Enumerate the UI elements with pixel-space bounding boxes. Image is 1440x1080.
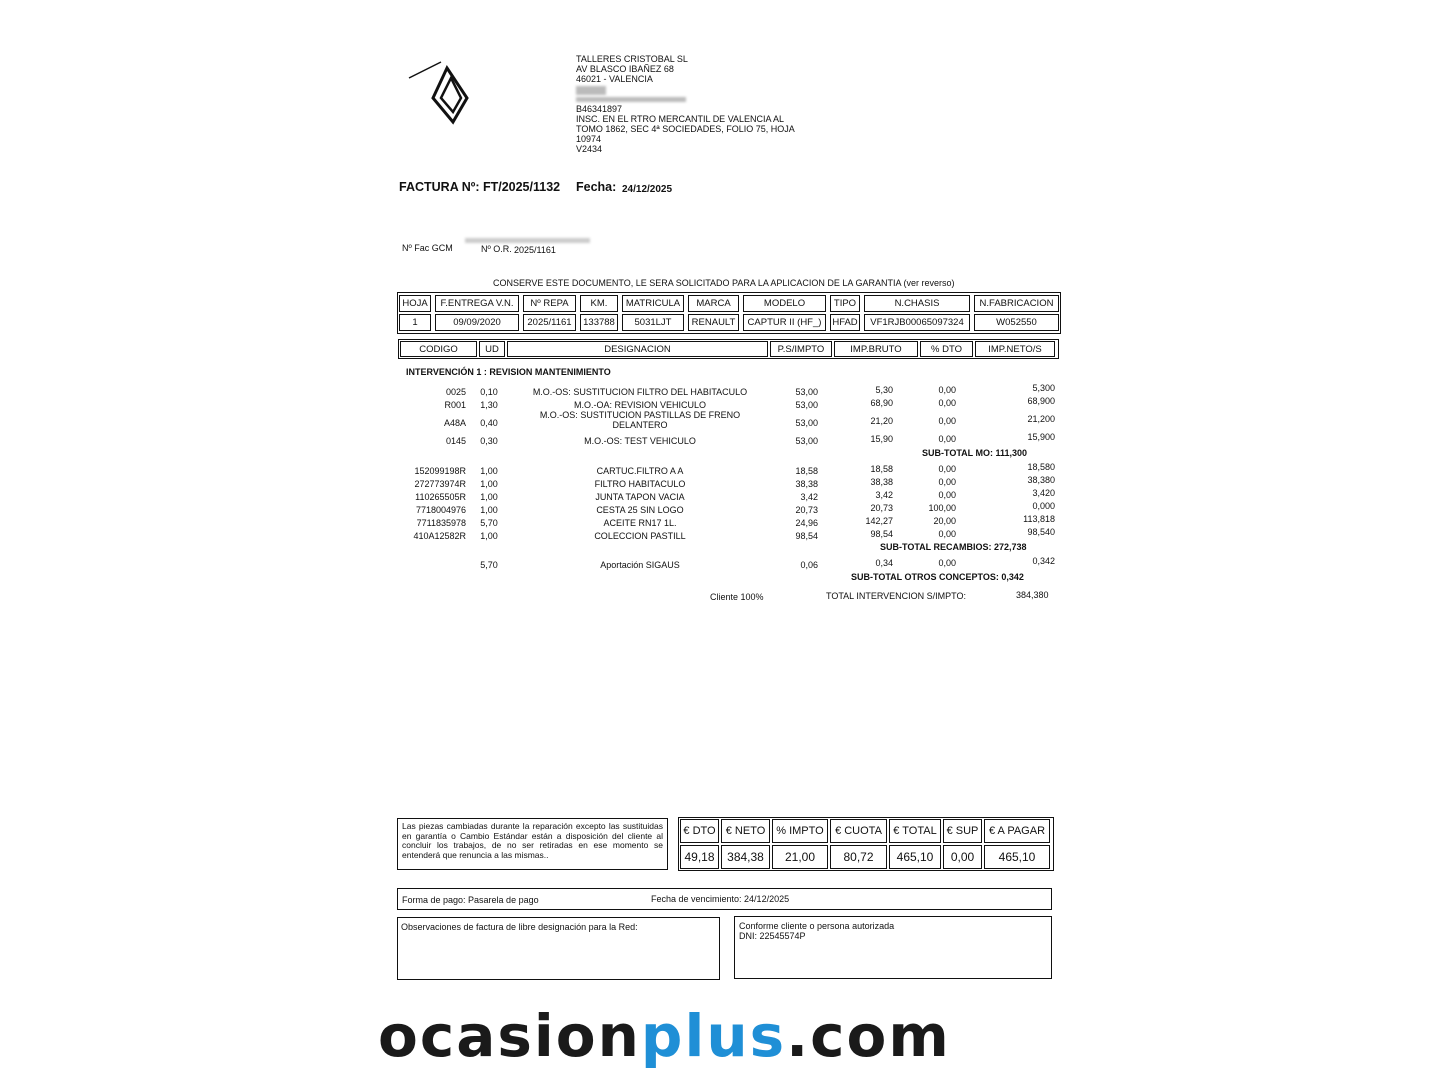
- totals-header-1: € NETO: [721, 819, 770, 843]
- parts-row-4-price: 24,96: [795, 518, 818, 528]
- observations-label: Observaciones de factura de libre designación para la Red:: [401, 922, 638, 932]
- parts-row-1-gross: 38,38: [870, 477, 893, 487]
- company-cif: B46341897: [576, 104, 623, 114]
- parts-row-0-price: 18,58: [795, 466, 818, 476]
- parts-row-4-desc: ACEITE RN17 1L.: [603, 518, 677, 528]
- parts-row-3-code: 7718004976: [415, 505, 466, 515]
- labor-row-3-price: 53,00: [795, 436, 818, 446]
- parts-row-4-code: 7711835978: [416, 518, 466, 528]
- parts-row-1-dto: 0,00: [938, 477, 956, 487]
- parts-row-1-desc: FILTRO HABITACULO: [594, 479, 686, 489]
- vehicle-header-7: TIPO: [830, 295, 860, 312]
- registry-3: 10974: [576, 134, 602, 144]
- parts-row-1-ud: 1,00: [480, 479, 498, 489]
- registry-2: TOMO 1862, SEC 4ª SOCIEDADES, FOLIO 75, HOJA: [576, 124, 795, 134]
- parts-row-2-net: 3,420: [1032, 488, 1055, 498]
- vehicle-value-9: W052550: [974, 314, 1059, 331]
- vehicle-value-0: 1: [399, 314, 431, 331]
- totals-value-6: 465,10: [984, 845, 1050, 869]
- labor-row-2-ud: 0,40: [480, 418, 498, 428]
- parts-row-5-ud: 1,00: [480, 531, 498, 541]
- totals-header-3: € CUOTA: [830, 819, 887, 843]
- parts-row-3-price: 20,73: [795, 505, 818, 515]
- invoice-date: 24/12/2025: [622, 184, 673, 195]
- intervention-title: INTERVENCIÓN 1 : REVISION MANTENIMIENTO: [406, 367, 611, 377]
- other-row-ud: 5,70: [480, 560, 498, 570]
- labor-row-2-gross: 21,20: [870, 416, 893, 426]
- redacted-gcm: [465, 238, 590, 243]
- totals-value-4: 465,10: [889, 845, 941, 869]
- totals-value-2: 21,00: [772, 845, 828, 869]
- watermark-plus: plus: [640, 1002, 787, 1070]
- totals-header-5: € SUP: [943, 819, 982, 843]
- totals-value-1: 384,38: [721, 845, 770, 869]
- parts-row-2-dto: 0,00: [938, 490, 956, 500]
- parts-row-5-gross: 98,54: [870, 529, 893, 539]
- parts-row-0-net: 18,580: [1027, 462, 1055, 472]
- vehicle-header-4: MATRICULA: [622, 295, 684, 312]
- labor-row-1-desc: M.O.-OA: REVISION VEHICULO: [573, 400, 707, 410]
- signature-label: Conforme cliente o persona autorizada: [739, 921, 895, 931]
- labor-row-3-code: 0145: [445, 436, 466, 446]
- fac-gcm-label: Nº Fac GCM: [402, 243, 453, 253]
- parts-row-1-code: 272773974R: [414, 479, 466, 489]
- parts-row-3-ud: 1,00: [480, 505, 498, 515]
- vehicle-header-0: HOJA: [399, 295, 431, 312]
- company-block: [576, 54, 816, 154]
- parts-row-4-gross: 142,27: [865, 516, 893, 526]
- vehicle-header-9: N.FABRICACION: [974, 295, 1059, 312]
- ocasionplus-watermark: [378, 1002, 951, 1070]
- vehicle-value-7: HFAD: [830, 314, 860, 331]
- totals-header-4: € TOTAL: [889, 819, 941, 843]
- items-header-3: P.S/IMPTO: [770, 341, 832, 357]
- vehicle-value-6: CAPTUR II (HF_): [743, 314, 826, 331]
- parts-row-2-gross: 3,42: [875, 490, 893, 500]
- parts-row-4-ud: 5,70: [480, 518, 498, 528]
- subtotal-other: SUB-TOTAL OTROS CONCEPTOS: 0,342: [851, 572, 1024, 582]
- totals-header-6: € A PAGAR: [984, 819, 1050, 843]
- company-city: 46021 - VALENCIA: [576, 74, 653, 84]
- invoice-date-label: Fecha:: [576, 180, 617, 194]
- vehicle-header-8: N.CHASIS: [864, 295, 970, 312]
- totals-value-3: 80,72: [830, 845, 887, 869]
- renault-logo: [405, 60, 475, 130]
- company-address: AV BLASCO IBAÑEZ 68: [576, 64, 674, 74]
- signature-dni: DNI: 22545574P: [739, 931, 806, 941]
- labor-row-3-desc: M.O.-OS: TEST VEHICULO: [584, 436, 696, 446]
- labor-row-3-gross: 15,90: [870, 434, 893, 444]
- vehicle-header-1: F.ENTREGA V.N.: [435, 295, 519, 312]
- labor-row-3-ud: 0,30: [480, 436, 498, 446]
- totals-header-0: € DTO: [680, 819, 719, 843]
- labor-row-2-code: A48A: [443, 418, 466, 428]
- labor-row-2-dto: 0,00: [938, 416, 956, 426]
- parts-row-5-price: 98,54: [795, 531, 818, 541]
- labor-row-1-price: 53,00: [795, 400, 818, 410]
- parts-row-3-gross: 20,73: [870, 503, 893, 513]
- vehicle-value-2: 2025/1161: [523, 314, 576, 331]
- items-header-5: % DTO: [920, 341, 973, 357]
- parts-notice-text: Las piezas cambiadas durante la reparación excepto las sustituidas en garantía o Cambio Estándar están a disposición del cliente al concluir los trabajos, de no ser retiradas en ese momento se entenderá que renuncia a las mismas..: [402, 821, 663, 860]
- vehicle-value-1: 09/09/2020: [435, 314, 519, 331]
- vehicle-header-5: MARCA: [688, 295, 739, 312]
- other-row-desc: Aportación SIGAUS: [600, 560, 680, 570]
- parts-row-1-net: 38,380: [1027, 475, 1055, 485]
- items-header-1: UD: [479, 341, 505, 357]
- parts-notice-box: [397, 818, 668, 870]
- other-row-price: 0,06: [800, 560, 818, 570]
- labor-row-0-desc: M.O.-OS: SUSTITUCION FILTRO DEL HABITACULO: [532, 387, 748, 397]
- labor-row-0-dto: 0,00: [938, 385, 956, 395]
- watermark-ocasion: ocasion: [378, 1002, 641, 1070]
- parts-row-2-code: 110265505R: [415, 492, 466, 502]
- vehicle-header-6: MODELO: [743, 295, 826, 312]
- labor-row-3-net: 15,900: [1027, 432, 1055, 442]
- labor-row-0-gross: 5,30: [875, 385, 893, 395]
- other-row-net: 0,342: [1032, 556, 1055, 566]
- parts-row-5-desc: COLECCION PASTILL: [594, 531, 686, 541]
- items-header-4: IMP.BRUTO: [834, 341, 918, 357]
- parts-row-2-price: 3,42: [800, 492, 818, 502]
- items-header-2: DESIGNACION: [507, 341, 768, 357]
- or-label: Nº O.R.: [481, 244, 512, 254]
- watermark-com: .com: [786, 1002, 951, 1070]
- parts-row-0-code: 152099198R: [414, 466, 466, 476]
- parts-row-4-net: 113,818: [1023, 514, 1055, 524]
- invoice-number: FACTURA Nº: FT/2025/1132: [399, 180, 561, 194]
- parts-row-0-ud: 1,00: [480, 466, 498, 476]
- totals-value-5: 0,00: [943, 845, 982, 869]
- totals-header-2: % IMPTO: [772, 819, 828, 843]
- payment-due: Fecha de vencimiento: 24/12/2025: [651, 894, 790, 904]
- parts-row-3-dto: 100,00: [928, 503, 956, 513]
- labor-row-1-code: R001: [444, 400, 466, 410]
- vehicle-value-3: 133788: [580, 314, 618, 331]
- parts-row-4-dto: 20,00: [933, 516, 956, 526]
- vehicle-value-8: VF1RJB00065097324: [864, 314, 970, 331]
- vehicle-header-3: KM.: [580, 295, 618, 312]
- parts-row-0-gross: 18,58: [870, 464, 893, 474]
- vehicle-header-2: Nº REPA: [523, 295, 576, 312]
- parts-row-0-desc: CARTUC.FILTRO A A: [596, 466, 684, 476]
- labor-row-0-code: 0025: [445, 387, 466, 397]
- total-intervention-value: 384,380: [1016, 590, 1049, 600]
- vehicle-value-5: RENAULT: [688, 314, 739, 331]
- labor-row-1-gross: 68,90: [870, 398, 893, 408]
- parts-row-5-dto: 0,00: [938, 529, 956, 539]
- parts-row-3-desc: CESTA 25 SIN LOGO: [596, 505, 684, 515]
- other-row-gross: 0,34: [875, 558, 893, 568]
- labor-row-2-price: 53,00: [795, 418, 818, 428]
- items-header-0: CODIGO: [400, 341, 477, 357]
- registry-4: V2434: [576, 144, 603, 154]
- payment-method: Forma de pago: Pasarela de pago: [402, 895, 539, 905]
- labor-row-0-net: 5,300: [1032, 383, 1055, 393]
- company-name: TALLERES CRISTOBAL SL: [576, 54, 688, 64]
- labor-row-1-dto: 0,00: [938, 398, 956, 408]
- labor-row-1-net: 68,900: [1027, 396, 1055, 406]
- labor-row-1-ud: 1,30: [480, 400, 498, 410]
- labor-row-0-price: 53,00: [795, 387, 818, 397]
- vehicle-value-4: 5031LJT: [622, 314, 684, 331]
- or-value: 2025/1161: [514, 245, 556, 255]
- parts-row-5-code: 410A12582R: [413, 531, 466, 541]
- guarantee-notice: CONSERVE ESTE DOCUMENTO, LE SERA SOLICITADO PARA LA APLICACION DE LA GARANTIA (ver reverso): [493, 278, 955, 288]
- registry-1: INSC. EN EL RTRO MERCANTIL DE VALENCIA AL: [576, 114, 785, 124]
- labor-row-2-desc: M.O.-OS: SUSTITUCION PASTILLAS DE FRENO DELANTERO: [539, 410, 741, 430]
- labor-row-3-dto: 0,00: [938, 434, 956, 444]
- items-header-6: IMP.NETO/S: [975, 341, 1055, 357]
- labor-row-0-ud: 0,10: [480, 387, 498, 397]
- parts-row-2-desc: JUNTA TAPON VACIA: [595, 492, 685, 502]
- client-percentage: Cliente 100%: [710, 592, 764, 602]
- parts-row-3-net: 0,000: [1032, 501, 1055, 511]
- other-row-dto: 0,00: [938, 558, 956, 568]
- redacted-line: [576, 86, 606, 95]
- labor-row-2-net: 21,200: [1027, 414, 1055, 424]
- parts-row-5-net: 98,540: [1027, 527, 1055, 537]
- parts-row-0-dto: 0,00: [938, 464, 956, 474]
- parts-row-2-ud: 1,00: [480, 492, 498, 502]
- total-intervention-label: TOTAL INTERVENCION S/IMPTO:: [826, 591, 967, 601]
- totals-value-0: 49,18: [680, 845, 719, 869]
- redacted-line: [576, 97, 686, 102]
- subtotal-parts: SUB-TOTAL RECAMBIOS: 272,738: [880, 542, 1027, 552]
- parts-row-1-price: 38,38: [795, 479, 818, 489]
- subtotal-mo: SUB-TOTAL MO: 111,300: [922, 448, 1028, 458]
